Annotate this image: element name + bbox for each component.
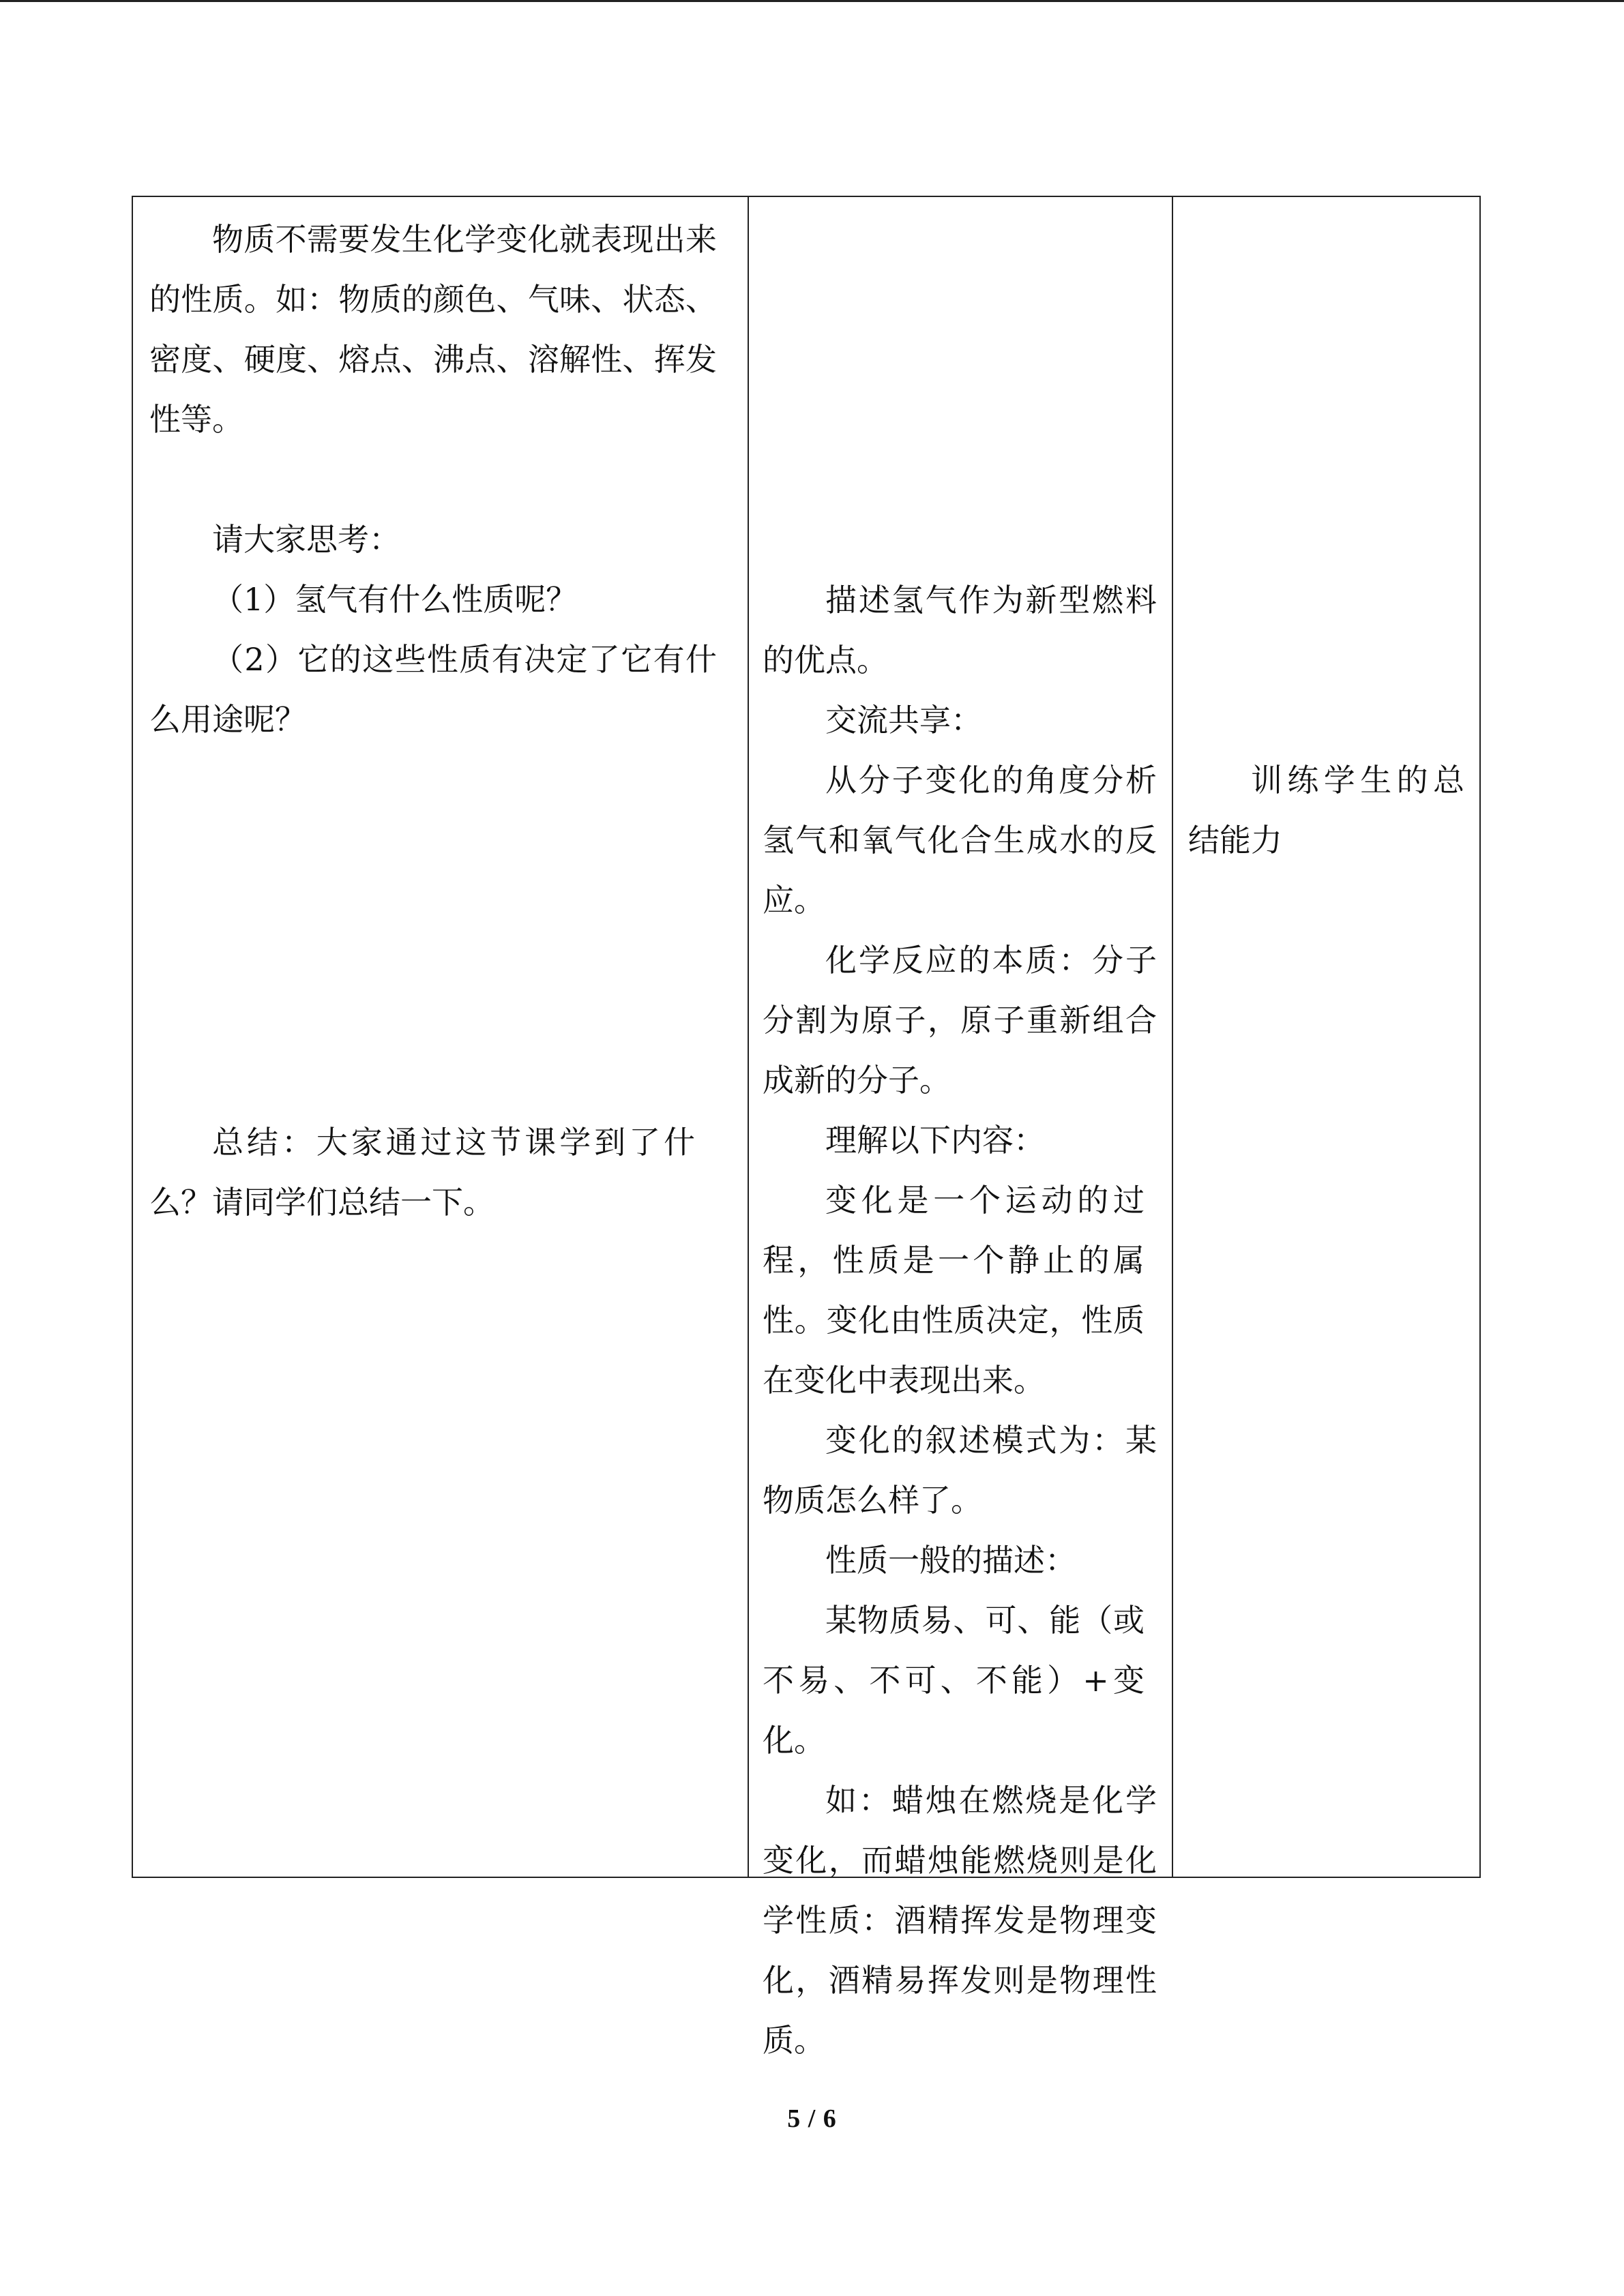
question-1: （1）氢气有什么性质呢？ xyxy=(212,581,578,618)
understand-following: 理解以下内容： xyxy=(825,1122,1045,1159)
property-description-heading: 性质一般的描述： xyxy=(825,1542,1076,1579)
summary-prompt: 总结：大家通过这节课学到了什么？请同学们总结一下。 xyxy=(149,1124,695,1221)
change-vs-property: 变化是一个运动的过程，性质是一个静止的属性。变化由性质决定，性质在变化中表现出来。 xyxy=(763,1182,1145,1399)
molecular-analysis: 从分子变化的角度分析氢气和氧气化合生成水的反应。 xyxy=(763,762,1157,919)
lesson-plan-table xyxy=(132,196,1481,2059)
reaction-essence: 化学反应的本质：分子分割为原子，原子重新组合成新的分子。 xyxy=(763,942,1157,1099)
hydrogen-fuel-advantages: 描述氢气作为新型燃料的优点。 xyxy=(763,582,1157,679)
physical-property-definition: 物质不需要发生化学变化就表现出来的性质。如：物质的颜色、气味、状态、密度、硬度、熔点、沸点、溶解性、挥发性等。 xyxy=(149,221,717,438)
design-intent-cell xyxy=(1173,197,1481,1877)
page-top-border xyxy=(0,0,1624,2)
property-description-pattern: 某物质易、可、能（或不易、不可、不能）+变化。 xyxy=(763,1602,1145,1759)
page-number: 5 / 6 xyxy=(787,2104,837,2133)
teacher-activity-cell xyxy=(133,197,748,1877)
student-activity-cell xyxy=(749,197,1172,2059)
change-description-pattern: 变化的叙述模式为：某物质怎么样了。 xyxy=(763,1422,1157,1519)
exchange-share: 交流共享： xyxy=(825,702,982,739)
training-summary-ability: 训练学生的总结能力 xyxy=(1188,762,1464,859)
thinking-prompt: 请大家思考： xyxy=(212,521,400,558)
candle-alcohol-example: 如：蜡烛在燃烧是化学变化，而蜡烛能燃烧则是化学性质：酒精挥发是物理变化，酒精易挥发则是物理性质。 xyxy=(763,1782,1157,2059)
question-2: （2）它的这些性质有决定了它有什么用途呢？ xyxy=(149,641,717,738)
